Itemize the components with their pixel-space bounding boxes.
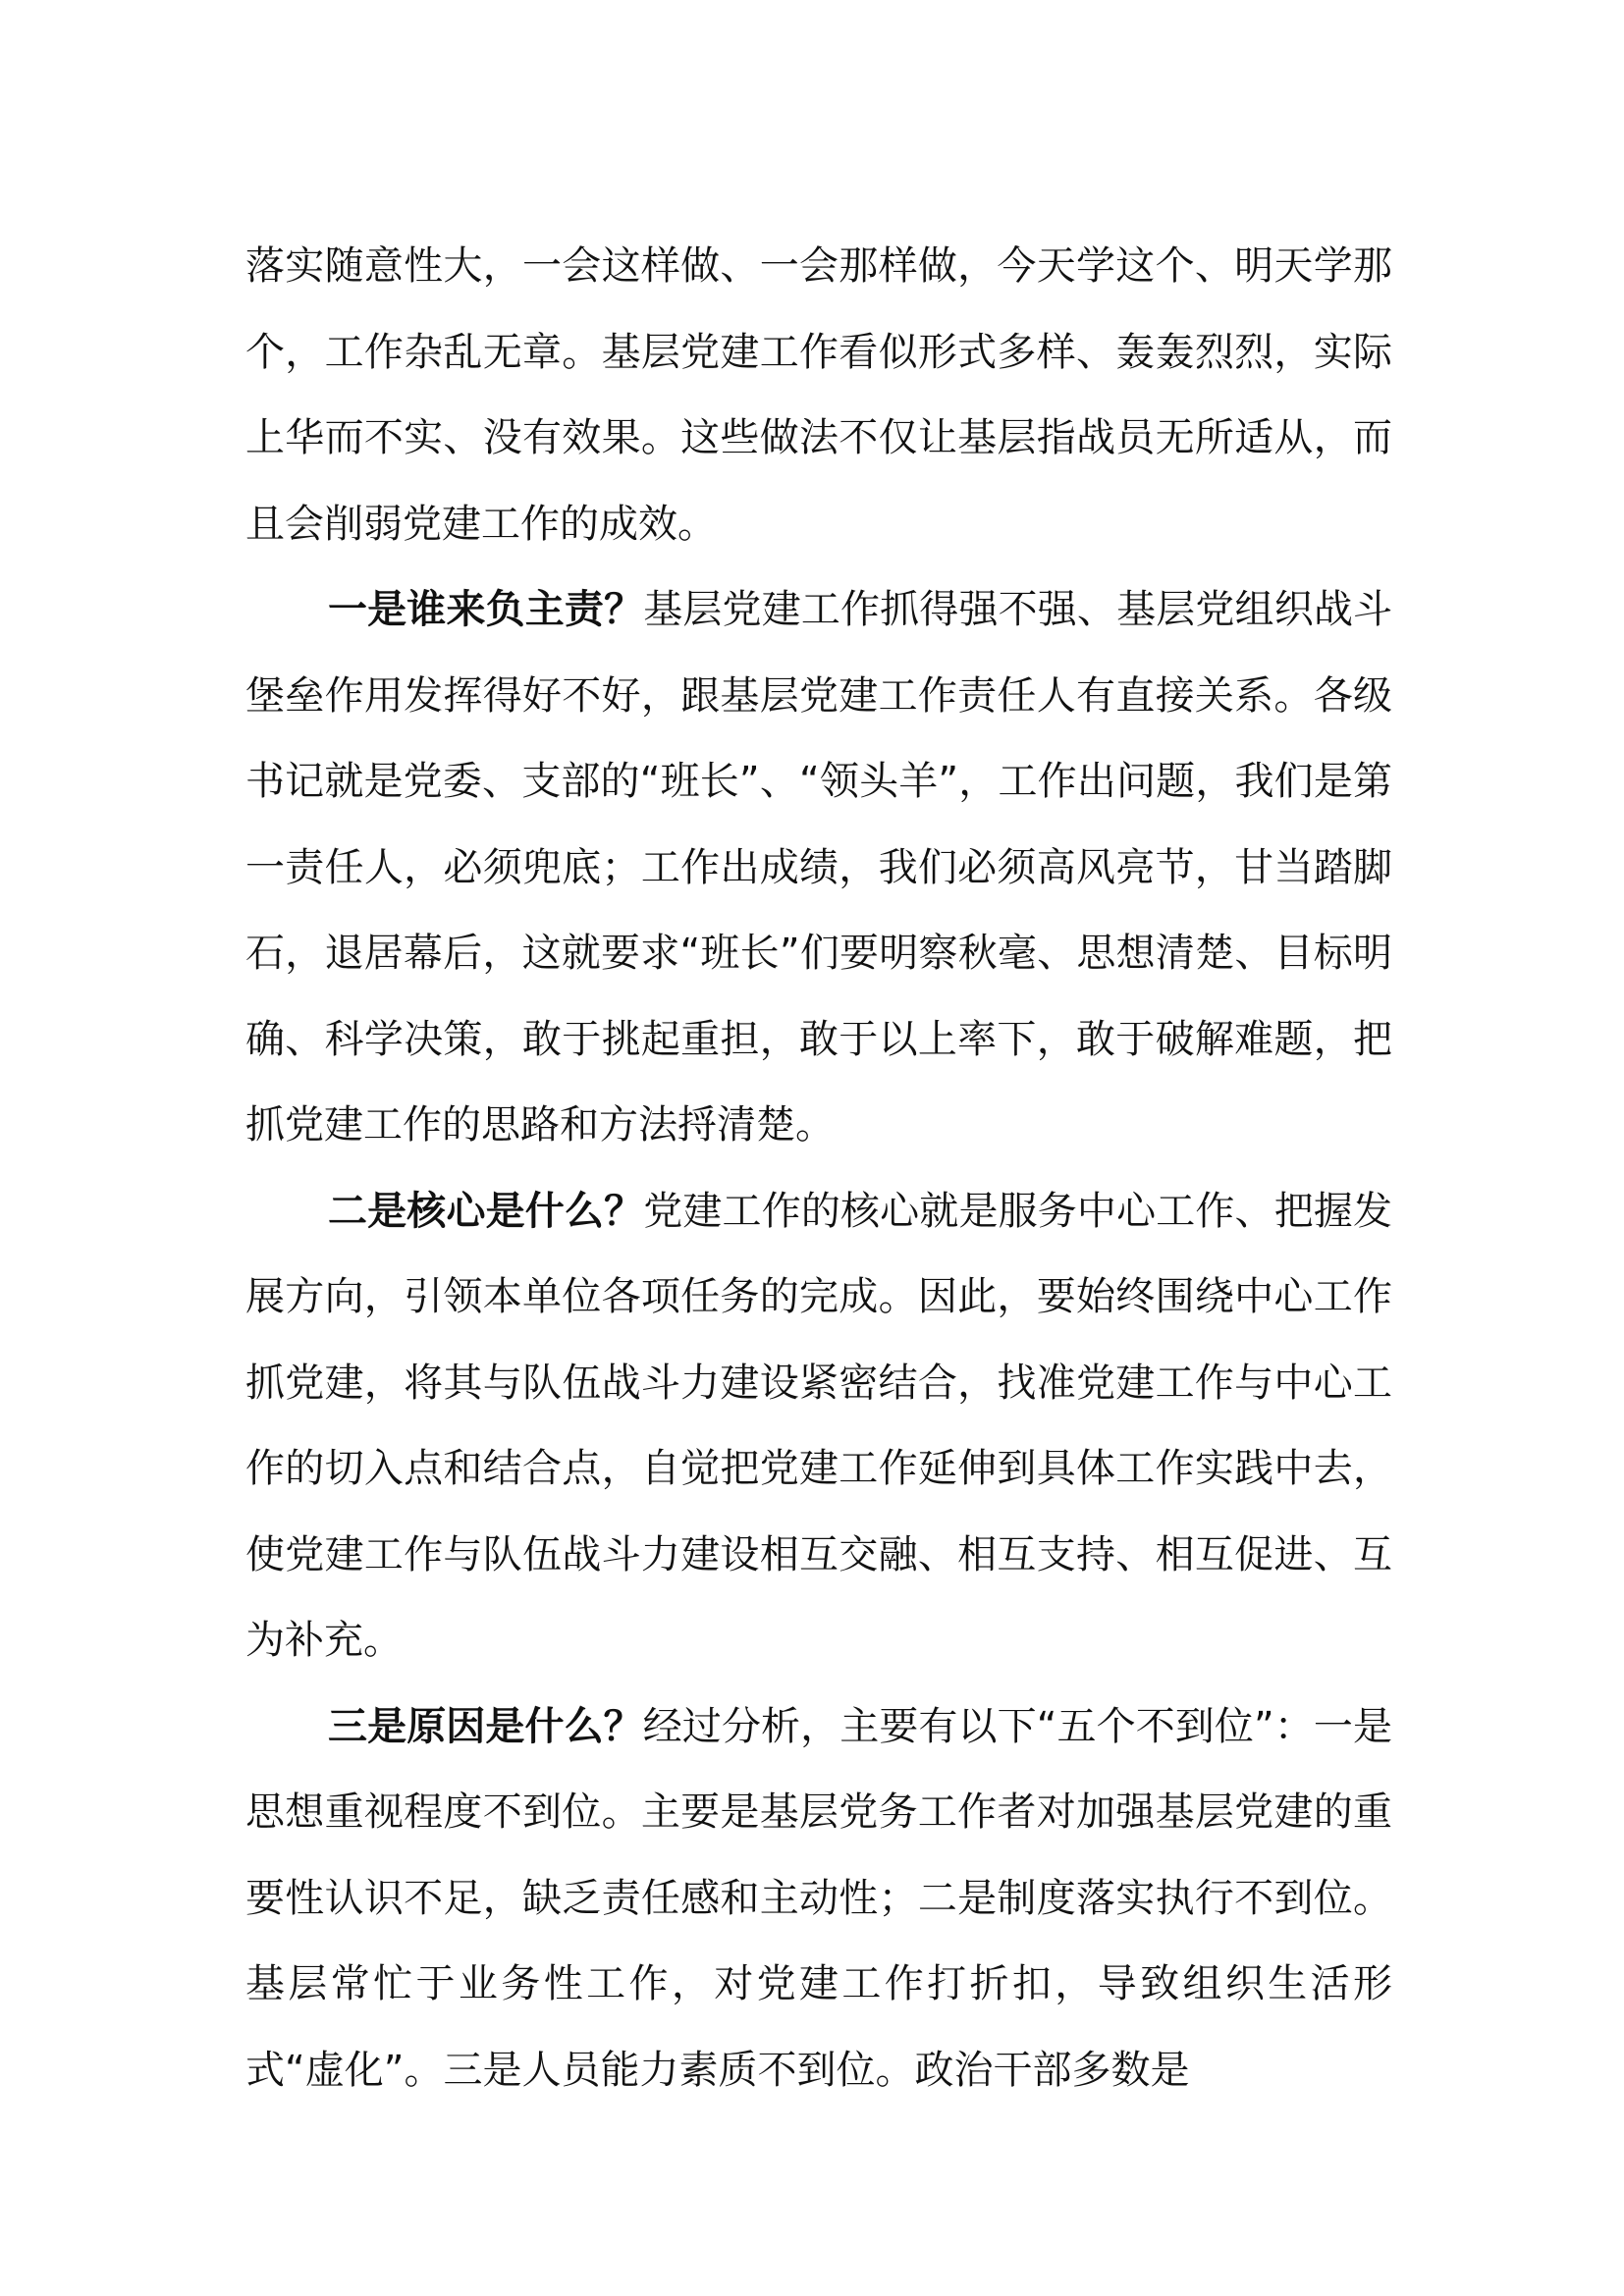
paragraph-lead-heading: 一是谁来负主责？ bbox=[328, 587, 644, 632]
paragraph-text: 党建工作的核心就是服务中心工作、把握发展方向，引领本单位各项任务的完成。因此，要始终围绕中心工作抓党建，将其与队伍战斗力建设紧密结合，找准党建工作与中心工作的切入点和结合点，自觉把党建工作延伸到具体工作实践中去，使党建工作与队伍战斗力建设相互交融、相互支持、相互促进、互为补充。 bbox=[245, 1188, 1393, 1663]
paragraph-lead-heading: 三是原因是什么？ bbox=[328, 1703, 643, 1749]
paragraph-who-is-responsible bbox=[245, 567, 1392, 1169]
paragraph-text: 落实随意性大，一会这样做、一会那样做，今天学这个、明天学那个，工作杂乱无章。基层党建工作看似形式多样、轰轰烈烈，实际上华而不实、没有效果。这些做法不仅让基层指战员无所适从，而且会削弱党建工作的成效。 bbox=[245, 243, 1392, 547]
paragraph-text: 经过分析，主要有以下“五个不到位”：一是思想重视程度不到位。主要是基层党务工作者对加强基层党建的重要性认识不足，缺乏责任感和主动性；二是制度落实执行不到位。基层常忙于业务性工作，对党建工作打折扣，导致组织生活形式“虚化”。三是人员能力素质不到位。政治干部多数是 bbox=[245, 1703, 1393, 2093]
paragraph-continuation bbox=[245, 224, 1392, 567]
paragraph-what-is-core bbox=[245, 1169, 1392, 1684]
document-body bbox=[245, 224, 1392, 2113]
paragraph-what-are-causes bbox=[245, 1684, 1392, 2114]
paragraph-text: 基层党建工作抓得强不强、基层党组织战斗堡垒作用发挥得好不好，跟基层党建工作责任人有直接关系。各级书记就是党委、支部的“班长”、“领头羊”，工作出问题，我们是第一责任人，必须兜底；工作出成绩，我们必须高风亮节，甘当踏脚石，退居幕后，这就要求“班长”们要明察秋毫、思想清楚、目标明确、科学决策，敢于挑起重担，敢于以上率下，敢于破解难题，把抓党建工作的思路和方法捋清楚。 bbox=[245, 587, 1393, 1148]
paragraph-lead-heading: 二是核心是什么？ bbox=[328, 1188, 644, 1234]
